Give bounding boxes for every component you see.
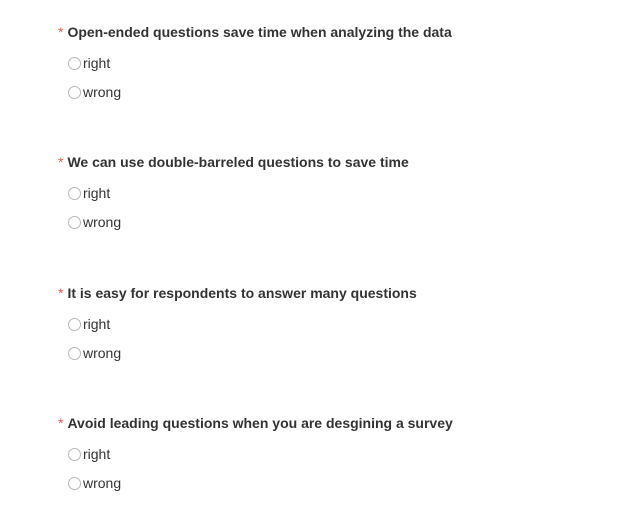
option-label: wrong xyxy=(83,214,122,230)
radio-button[interactable] xyxy=(68,318,81,331)
radio-button[interactable] xyxy=(68,347,81,360)
radio-button[interactable] xyxy=(68,86,81,99)
required-marker: * xyxy=(58,24,64,40)
radio-button[interactable] xyxy=(68,187,81,200)
radio-button[interactable] xyxy=(68,57,81,70)
option-label: wrong xyxy=(83,84,122,100)
required-marker: * xyxy=(58,415,64,431)
option-right[interactable] xyxy=(68,315,110,333)
question-text: Open-ended questions save time when analyzing the data xyxy=(67,24,452,40)
option-label: right xyxy=(83,185,111,201)
question-4 xyxy=(58,414,453,491)
radio-button[interactable] xyxy=(68,477,81,490)
question-text: We can use double-barreled questions to save time xyxy=(67,154,409,170)
required-marker: * xyxy=(58,154,64,170)
question-title xyxy=(58,414,453,432)
question-title xyxy=(58,284,417,302)
question-title xyxy=(58,153,409,171)
radio-button[interactable] xyxy=(68,448,81,461)
option-right[interactable] xyxy=(68,184,110,202)
question-title xyxy=(58,23,452,41)
option-wrong[interactable] xyxy=(68,213,121,231)
option-wrong[interactable] xyxy=(68,474,121,492)
option-wrong[interactable] xyxy=(68,344,121,362)
option-label: right xyxy=(83,316,111,332)
option-right[interactable] xyxy=(68,54,110,72)
question-text: It is easy for respondents to answer many questions xyxy=(67,285,417,301)
option-right[interactable] xyxy=(68,445,110,463)
question-text: Avoid leading questions when you are desgining a survey xyxy=(67,415,453,431)
question-2 xyxy=(58,153,409,230)
question-1 xyxy=(58,23,452,100)
option-label: right xyxy=(83,55,111,71)
option-label: right xyxy=(83,446,111,462)
option-label: wrong xyxy=(83,345,122,361)
radio-button[interactable] xyxy=(68,216,81,229)
question-3 xyxy=(58,284,417,361)
required-marker: * xyxy=(58,285,64,301)
option-label: wrong xyxy=(83,475,122,491)
option-wrong[interactable] xyxy=(68,83,121,101)
